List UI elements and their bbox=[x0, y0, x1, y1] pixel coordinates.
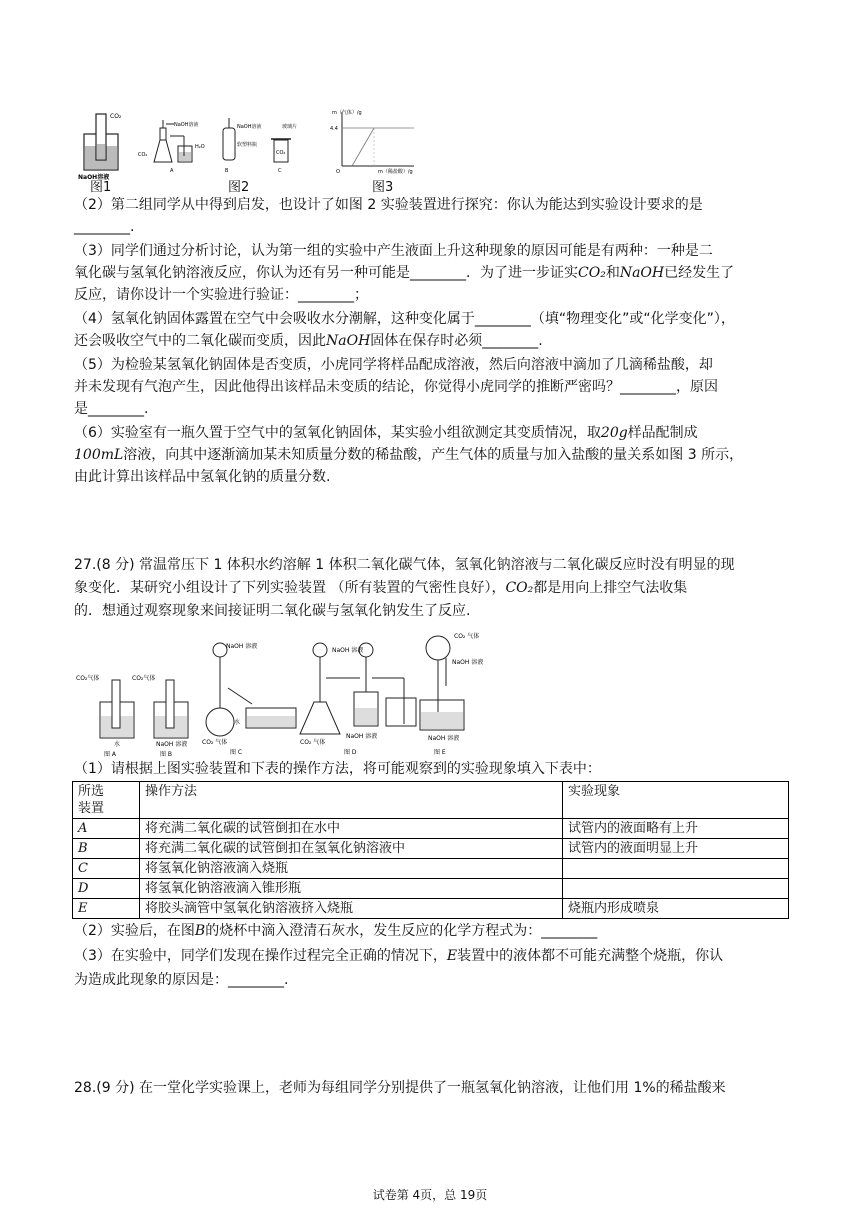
volume-value: 100mL bbox=[74, 447, 124, 463]
q27-intro-line1: 27.(8 分) 常温常压下 1 体积水约溶解 1 体积二氧化碳气体，氢氧化钠溶液与二氧化碳反应时没有明显的现 bbox=[74, 557, 735, 573]
row-observation: 试管内的液面明显上升 bbox=[563, 839, 789, 859]
row-operation: 将充满二氧化碳的试管倒扣在氢氧化钠溶液中 bbox=[140, 839, 563, 859]
apparatus-b bbox=[132, 674, 188, 758]
row-operation: 将充满二氧化碳的试管倒扣在水中 bbox=[140, 819, 563, 839]
fig1-apparatus bbox=[78, 113, 122, 181]
mass-value: 20g bbox=[600, 425, 628, 441]
row-device: D bbox=[73, 879, 140, 899]
header-device-line1: 所选 bbox=[78, 784, 105, 799]
fig1-caption: 图1 bbox=[90, 180, 112, 195]
fig3-caption: 图3 bbox=[372, 180, 394, 195]
q26-p4-text1: 还会吸收空气中的二氧化碳而变质，因此 bbox=[74, 333, 326, 349]
q26-p6-line3: 由此计算出该样品中氢氧化钠的质量分数. bbox=[74, 469, 331, 485]
row-observation bbox=[563, 879, 789, 899]
q26-p6-text3: 溶液，向其中逐渐滴加某未知质量分数的稀盐酸，产生气体的质量与加入盐酸的量关系如图 3 所示， bbox=[123, 447, 744, 463]
fig1-naoh-label: NaOH溶液 bbox=[78, 174, 110, 181]
fig2-c: C bbox=[278, 168, 282, 174]
a-water-label: 水 bbox=[114, 741, 121, 748]
a-gas-label: CO₂气体 bbox=[76, 675, 100, 682]
row-device: B bbox=[73, 839, 140, 859]
fig2-h2o: H₂O bbox=[195, 144, 205, 150]
fig3-origin: O bbox=[336, 169, 340, 175]
row-observation: 烧瓶内形成喷泉 bbox=[563, 899, 789, 919]
e-liq-label: NaOH 溶液 bbox=[428, 735, 460, 742]
q26-p5-line1: （5）为检验某氢氧化钠固体是否变质，小虎同学将样品配成溶液，然后向溶液中滴加了几滴稀盐酸，却 bbox=[74, 357, 713, 373]
q27-sub3-text1: （3）在实验中，同学们发现在操作过程完全正确的情况下， bbox=[74, 948, 447, 964]
table-row bbox=[73, 879, 789, 899]
q28-intro-line1: 28.(9 分) 在一堂化学实验课上，老师为每组同学分别提供了一瓶氢氧化钠溶液，让他们用 1%的稀盐酸来 bbox=[74, 1080, 726, 1096]
fig2-naoh-b: NaOH溶液 bbox=[237, 124, 262, 130]
q26-p6-text2: 样品配制成 bbox=[627, 425, 698, 441]
q26-p4-text2: 固体在保存时必须________. bbox=[370, 333, 543, 349]
fig2-bottle: 软塑料瓶 bbox=[237, 142, 258, 148]
q26-p3-line2 bbox=[74, 262, 734, 284]
fig2-a: A bbox=[170, 168, 174, 174]
co2-formula: CO₂ bbox=[505, 580, 534, 596]
naoh-formula: NaOH bbox=[326, 333, 371, 349]
d-reagent-label: NaOH 溶液 bbox=[332, 647, 364, 654]
fig3-yval: 4.4 bbox=[330, 126, 338, 132]
e-gas-label: CO₂ 气体 bbox=[454, 633, 480, 640]
b-caption: 图 B bbox=[160, 751, 173, 758]
q26-p6-line2 bbox=[74, 444, 743, 466]
apparatus-e bbox=[420, 632, 483, 756]
q27-sub3-text2: 装置中的液体都不可能充满整个烧瓶，你认 bbox=[457, 948, 724, 964]
experiment-table bbox=[72, 781, 789, 919]
fig3-ylabel: m（气体）/g bbox=[332, 110, 362, 116]
q26-p3-line1: （3）同学们通过分析讨论，认为第一组的实验中产生液面上升这种现象的原因可能是有两种：一种是二 bbox=[74, 243, 713, 259]
q27-sub2-text1: （2）实验后，在图 bbox=[74, 923, 195, 939]
table-row bbox=[73, 859, 789, 879]
header-device bbox=[73, 782, 140, 819]
apparatus-a bbox=[76, 674, 134, 758]
co2-formula: CO₂ bbox=[578, 265, 606, 281]
fig2-apparatus bbox=[138, 118, 297, 174]
q26-p3-text3: 已经发生了 bbox=[664, 265, 735, 281]
q26-p2-line2: ________. bbox=[74, 219, 135, 235]
q26-p5-line3: 是________. bbox=[74, 401, 149, 417]
naoh-formula: NaOH bbox=[619, 265, 665, 281]
page-footer: 试卷第 4页，总 19页 bbox=[372, 1188, 488, 1202]
b-liq-label: NaOH 溶液 bbox=[156, 741, 188, 748]
c-gas-label: CO₂ 气体 bbox=[202, 739, 228, 746]
c-caption: 图 C bbox=[230, 749, 243, 756]
e-caption: 图 E bbox=[434, 749, 446, 756]
fig2-caption: 图2 bbox=[228, 180, 250, 195]
a-caption: 图 A bbox=[104, 751, 117, 758]
d-liq-label: NaOH 溶液 bbox=[346, 733, 378, 740]
apparatus-d bbox=[300, 643, 416, 756]
q26-p6-line1 bbox=[74, 422, 698, 444]
q27-sub3-line1 bbox=[74, 945, 723, 967]
c-reagent-label: NaOH 溶液 bbox=[226, 643, 258, 650]
fig2-co2-a: CO₂ bbox=[138, 152, 148, 158]
table-row bbox=[73, 819, 789, 839]
table-header-row bbox=[73, 782, 789, 819]
row-operation: 将氢氧化钠溶液滴入锥形瓶 bbox=[140, 879, 563, 899]
row-device: A bbox=[73, 819, 140, 839]
b-gas-label: CO₂气体 bbox=[132, 675, 156, 682]
q27-sub2 bbox=[74, 920, 597, 942]
fig2-b: B bbox=[225, 168, 229, 174]
row-observation bbox=[563, 859, 789, 879]
q26-p5-line2: 并未发现有气泡产生，因此他得出该样品未变质的结论，你觉得小虎同学的推断严密吗？________，原因 bbox=[74, 379, 718, 395]
table-row bbox=[73, 839, 789, 859]
table-row bbox=[73, 899, 789, 919]
row-operation: 将胶头滴管中氢氧化钠溶液挤入烧瓶 bbox=[140, 899, 563, 919]
fig3-xlabel: m（稀盐酸）/g bbox=[378, 169, 413, 175]
apparatus-figure-q27 bbox=[74, 628, 514, 760]
header-device-line2: 装置 bbox=[78, 801, 105, 816]
q26-p3-text1: 氧化碳与氢氧化钠溶液反应，你认为还有另一种可能是________．为了进一步证实 bbox=[74, 265, 578, 281]
figure-ref-e: E bbox=[446, 948, 458, 964]
q26-p6-text1: （6）实验室有一瓶久置于空气中的氢氧化钠固体，某实验小组欲测定其变质情况，取 bbox=[74, 425, 601, 441]
figure-ref-b: B bbox=[194, 923, 206, 939]
header-observation: 实验现象 bbox=[563, 782, 789, 819]
q26-p3-text2: 和 bbox=[605, 265, 620, 281]
e-reagent-label: NaOH 溶液 bbox=[452, 659, 484, 666]
d-gas-label: CO₂ 气体 bbox=[300, 739, 326, 746]
row-device: C bbox=[73, 859, 140, 879]
c-water-label: 水 bbox=[234, 719, 241, 726]
fig2-glass: 玻璃片 bbox=[282, 124, 298, 130]
q27-sub2-text2: 的烧杯中滴入澄清石灰水，发生反应的化学方程式为：________ bbox=[205, 923, 598, 939]
header-operation: 操作方法 bbox=[140, 782, 563, 819]
q26-p4-line2 bbox=[74, 330, 543, 352]
fig2-naoh-a: NaOH溶液 bbox=[174, 122, 199, 128]
q27-intro-text1: 象变化．某研究小组设计了下列实验装置 （所有装置的气密性良好）， bbox=[74, 580, 506, 596]
fig2-co2-c: CO₂ bbox=[276, 150, 286, 156]
q26-p2-line1: （2）第二组同学从中得到启发，也设计了如图 2 实验装置进行探究：你认为能达到实验设计要求的是 bbox=[74, 197, 703, 213]
fig1-co2-label: CO₂ bbox=[110, 113, 122, 120]
q27-intro-line2 bbox=[74, 577, 687, 599]
q26-p3-line3: 反应，请你设计一个实验进行验证：________； bbox=[74, 287, 368, 303]
d-caption: 图 D bbox=[344, 749, 357, 756]
q26-p4-line1: （4）氢氧化钠固体露置在空气中会吸收水分潮解，这种变化属于________（填“物理变化”或“化学变化”）， bbox=[74, 311, 735, 327]
fig3-graph bbox=[330, 109, 414, 175]
row-device: E bbox=[73, 899, 140, 919]
row-operation: 将氢氧化钠溶液滴入烧瓶 bbox=[140, 859, 563, 879]
q27-intro-text2: 都是用向上排空气法收集 bbox=[533, 580, 688, 596]
row-observation: 试管内的液面略有上升 bbox=[563, 819, 789, 839]
q27-sub1: （1）请根据上图实验装置和下表的操作方法，将可能观察到的实验现象填入下表中： bbox=[74, 761, 601, 777]
q27-intro-line3: 的．想通过观察现象来间接证明二氧化碳与氢氧化钠发生了反应. bbox=[74, 603, 471, 619]
apparatus-c bbox=[202, 642, 296, 756]
q27-sub3-line2: 为造成此现象的原因是：________. bbox=[74, 972, 289, 988]
